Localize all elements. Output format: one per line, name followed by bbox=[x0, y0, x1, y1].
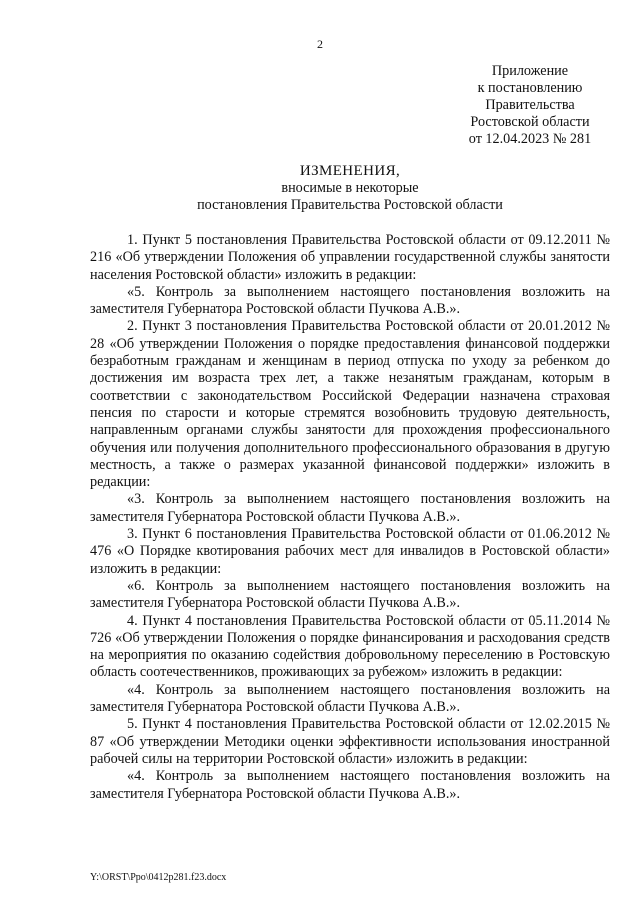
paragraph-item-1: 1. Пункт 5 постановления Правительства Ростовской области от 09.12.2011 № 216 «Об утверждении Положения об управлении государственной службы занятости населения Ростовской области» изложить в редакции: bbox=[90, 232, 610, 283]
paragraph-item-4: 4. Пункт 4 постановления Правительства Ростовской области от 05.11.2014 № 726 «Об утверждении Положения о порядке финансирования и расходования средств на мероприятия по оказанию содействия добровольному переселению в Ростовскую область соотечественников, проживающих за рубежом» изложить в редакции: bbox=[90, 612, 610, 681]
document-subtitle-line: постановления Правительства Ростовской области bbox=[197, 197, 503, 213]
paragraph-item-2: 2. Пункт 3 постановления Правительства Ростовской области от 20.01.2012 № 28 «Об утверждении Положения о порядке предоставления финансовой поддержки безработным гражданам и женщинам в период отпуска по уходу за ребенком до достижения им возраста трех лет, а также незанятым гражданам, которым в соответствии с законодательством Российской Федерации назначена страховая пенсия по старости и которые стремятся возобновить трудовую деятельность, направленным органами службы занятости для прохождения профессионального обучения или получения дополнительного профессионального образования в другую местность, а также о размерах указанной финансовой поддержки» изложить в редакции: bbox=[90, 318, 610, 491]
appendix-line: Правительства bbox=[485, 97, 575, 113]
appendix-block bbox=[440, 63, 620, 148]
paragraph-new-wording: «6. Контроль за выполнением настоящего постановления возложить на заместителя Губернатора Ростовской области Пучкова А.В.». bbox=[90, 577, 610, 612]
footer-file-path: Y:\ORST\Ppo\0412p281.f23.docx bbox=[90, 872, 227, 883]
appendix-line: к постановлению bbox=[477, 80, 583, 96]
document-title-block bbox=[60, 163, 640, 214]
paragraph-item-5: 5. Пункт 4 постановления Правительства Ростовской области от 12.02.2015 № 87 «Об утверждении Методики оценки эффективности использования иностранной рабочей силы на территории Ростовской области» изложить в редакции: bbox=[90, 716, 610, 767]
document-subtitle-line: вносимые в некоторые bbox=[281, 180, 419, 196]
page-number: 2 bbox=[317, 37, 323, 51]
paragraph-new-wording: «5. Контроль за выполнением настоящего постановления возложить на заместителя Губернатора Ростовской области Пучкова А.В.». bbox=[90, 283, 610, 318]
appendix-line: Ростовской области bbox=[470, 114, 590, 130]
paragraph-new-wording: «3. Контроль за выполнением настоящего постановления возложить на заместителя Губернатора Ростовской области Пучкова А.В.». bbox=[90, 491, 610, 525]
appendix-line: Приложение bbox=[491, 63, 569, 79]
paragraph-new-wording: «4. Контроль за выполнением настоящего постановления возложить на заместителя Губернатора Ростовской области Пучкова А.В.». bbox=[90, 681, 610, 716]
paragraph-new-wording: «4. Контроль за выполнением настоящего постановления возложить на заместителя Губернатора Ростовской области Пучкова А.В.». bbox=[90, 768, 610, 802]
appendix-date-number: от 12.04.2023 № 281 bbox=[468, 131, 592, 147]
paragraph-item-3: 3. Пункт 6 постановления Правительства Ростовской области от 01.06.2012 № 476 «О Порядке квотирования рабочих мест для инвалидов в Ростовской области» изложить в редакции: bbox=[90, 526, 610, 577]
document-title: ИЗМЕНЕНИЯ, bbox=[299, 163, 401, 179]
document-body bbox=[90, 232, 610, 803]
